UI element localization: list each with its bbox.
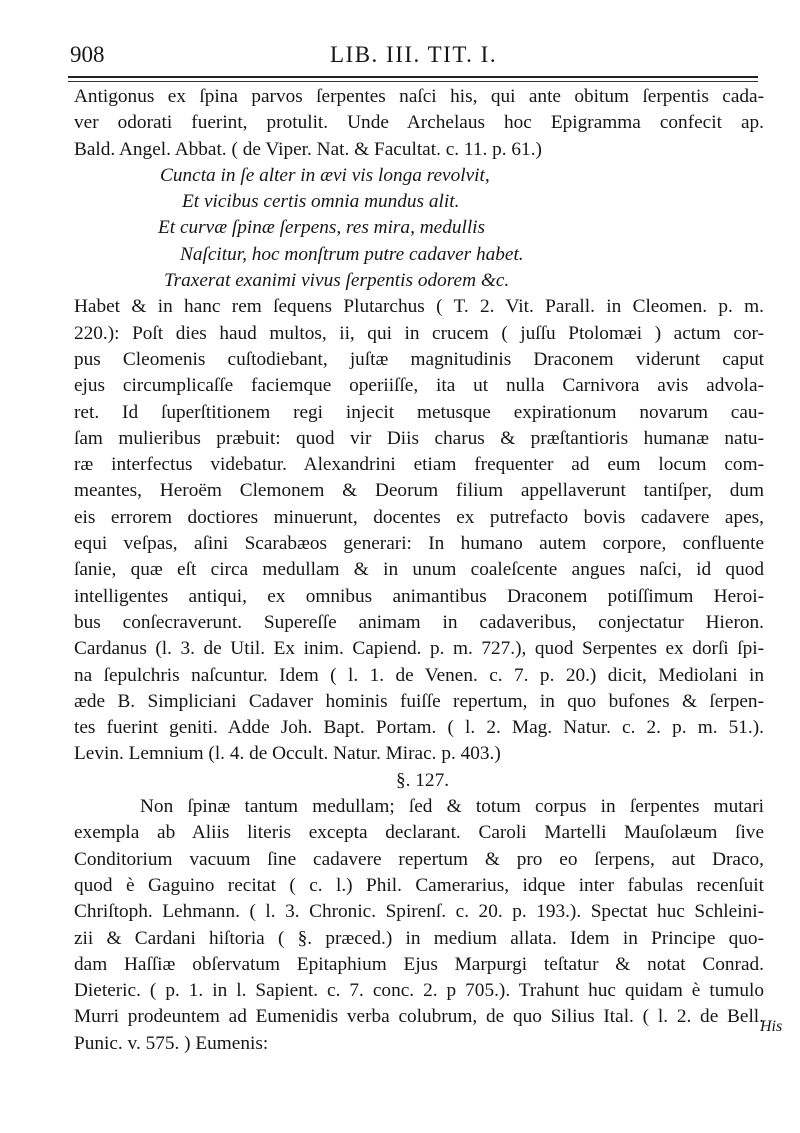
text-line: ver odorati fuerint, protulit. Unde Archelaus hoc Epigramma confecit ap.	[74, 112, 764, 134]
verse-line: Traxerat exanimi vivus ſerpentis odorem &c.	[164, 270, 510, 292]
verse-line: Et vicibus certis omnia mundus alit.	[182, 191, 460, 213]
text-line: quod è Gaguino recitat ( c. l.) Phil. Camerarius, idque inter fabulas recenſuit	[74, 874, 764, 896]
text-line: eis errorem doctiores minuerunt, docentes ex putrefacto bovis cadavere apes,	[74, 506, 764, 528]
page-header	[70, 38, 770, 74]
section-heading: §. 127.	[396, 769, 450, 791]
verse-line: Cuncta in ſe alter in ævi vis longa revolvit,	[160, 164, 490, 186]
text-line: dam Haſſiæ obſervatum Epitaphium Ejus Marpurgi teſtatur & notat Conrad.	[74, 953, 764, 975]
text-line: na ſepulchris naſcuntur. Idem ( l. 1. de Venen. c. 7. p. 20.) dicit, Mediolani in	[74, 664, 764, 686]
text-line: ræ interfectus videbatur. Alexandrini etiam frequenter ad eum locum com-	[74, 454, 764, 476]
text-line: æde B. Simpliciani Cadaver hominis fuiſſe repertum, in quo bufones & ſerpen-	[74, 690, 764, 712]
text-line: bus conſecraverunt. Supereſſe animam in cadaveribus, conjectatur Hieron.	[74, 611, 764, 633]
text-line: Chriſtoph. Lehmann. ( l. 3. Chronic. Spirenſ. c. 20. p. 193.). Spectat huc Schleini-	[74, 901, 764, 923]
text-line: Murri prodeuntem ad Eumenidis verba colubrum, de quo Silius Ital. ( l. 2. de Bell.	[74, 1006, 764, 1028]
text-line: tes fuerint geniti. Adde Joh. Bapt. Portam. ( l. 2. Mag. Natur. c. 2. p. m. 51.).	[74, 717, 764, 739]
verse-line: Naſcitur, hoc monſtrum putre cadaver habet.	[180, 243, 524, 265]
header-rule-thin	[68, 81, 758, 82]
text-line: intelligentes antiqui, ex omnibus animantibus Draconem potiſſimum Heroi-	[74, 585, 764, 607]
header-rule	[68, 76, 758, 78]
text-line: Punic. v. 575. ) Eumenis:	[74, 1032, 269, 1054]
text-line: equi veſpas, aſini Scarabæos generari: In humano autem corpore, confluente	[74, 533, 764, 555]
page-number: 908	[70, 42, 105, 67]
catchword: His	[760, 1018, 783, 1035]
text-line: Habet & in hanc rem ſequens Plutarchus ( T. 2. Vit. Parall. in Cleomen. p. m.	[74, 296, 764, 318]
text-line: Levin. Lemnium (l. 4. de Occult. Natur. Mirac. p. 403.)	[74, 743, 501, 765]
text-line: pus Cleomenis cuſtodiebant, juſtæ magnitudinis Draconem viderunt caput	[74, 348, 764, 370]
text-line: Conditorium vacuum ſine cadavere repertum & pro eo ſerpens, aut Draco,	[74, 848, 764, 870]
text-line: 220.): Poſt dies haud multos, ii, qui in crucem ( juſſu Ptolomæi ) actum cor-	[74, 322, 764, 344]
text-line: ſanie, quæ eſt circa medullam & in unum coaleſcente angues naſci, id quod	[74, 559, 764, 581]
text-line: meantes, Heroëm Clemonem & Deorum filium appellaverunt tantiſper, dum	[74, 480, 764, 502]
body-text	[74, 84, 764, 1057]
text-line: Dieteric. ( p. 1. in l. Sapient. c. 7. conc. 2. p 705.). Trahunt huc quidam è tumulo	[74, 980, 764, 1002]
verse-line: Et curvæ ſpinæ ſerpens, res mira, medullis	[158, 217, 486, 239]
running-title: LIB. III. TIT. I.	[330, 42, 498, 67]
text-line: ret. Id ſuperſtitionem regi injecit metusque expirationum novarum cau-	[74, 401, 764, 423]
text-line: ejus circumplicaſſe faciemque operiiſſe, ita ut nulla Carnivora avis advola-	[74, 375, 764, 397]
text-line: ſam mulieribus præbuit: quod vir Diis charus & præſtantioris humanæ natu-	[74, 427, 764, 449]
text-line: Cardanus (l. 3. de Util. Ex inim. Capiend. p. m. 727.), quod Serpentes ex dorſi ſpi-	[74, 638, 764, 660]
text-line: Non ſpinæ tantum medullam; ſed & totum corpus in ſerpentes mutari	[140, 796, 764, 818]
text-line: Bald. Angel. Abbat. ( de Viper. Nat. & Facultat. c. 11. p. 61.)	[74, 138, 542, 160]
text-line: zii & Cardani hiſtoria ( §. præced.) in medium allata. Idem in Principe quo-	[74, 927, 764, 949]
text-line: Antigonus ex ſpina parvos ſerpentes naſci his, qui ante obitum ſerpentis cada-	[74, 86, 764, 107]
text-line: exempla ab Aliis literis excepta declarant. Caroli Martelli Mauſolæum ſive	[74, 822, 764, 844]
